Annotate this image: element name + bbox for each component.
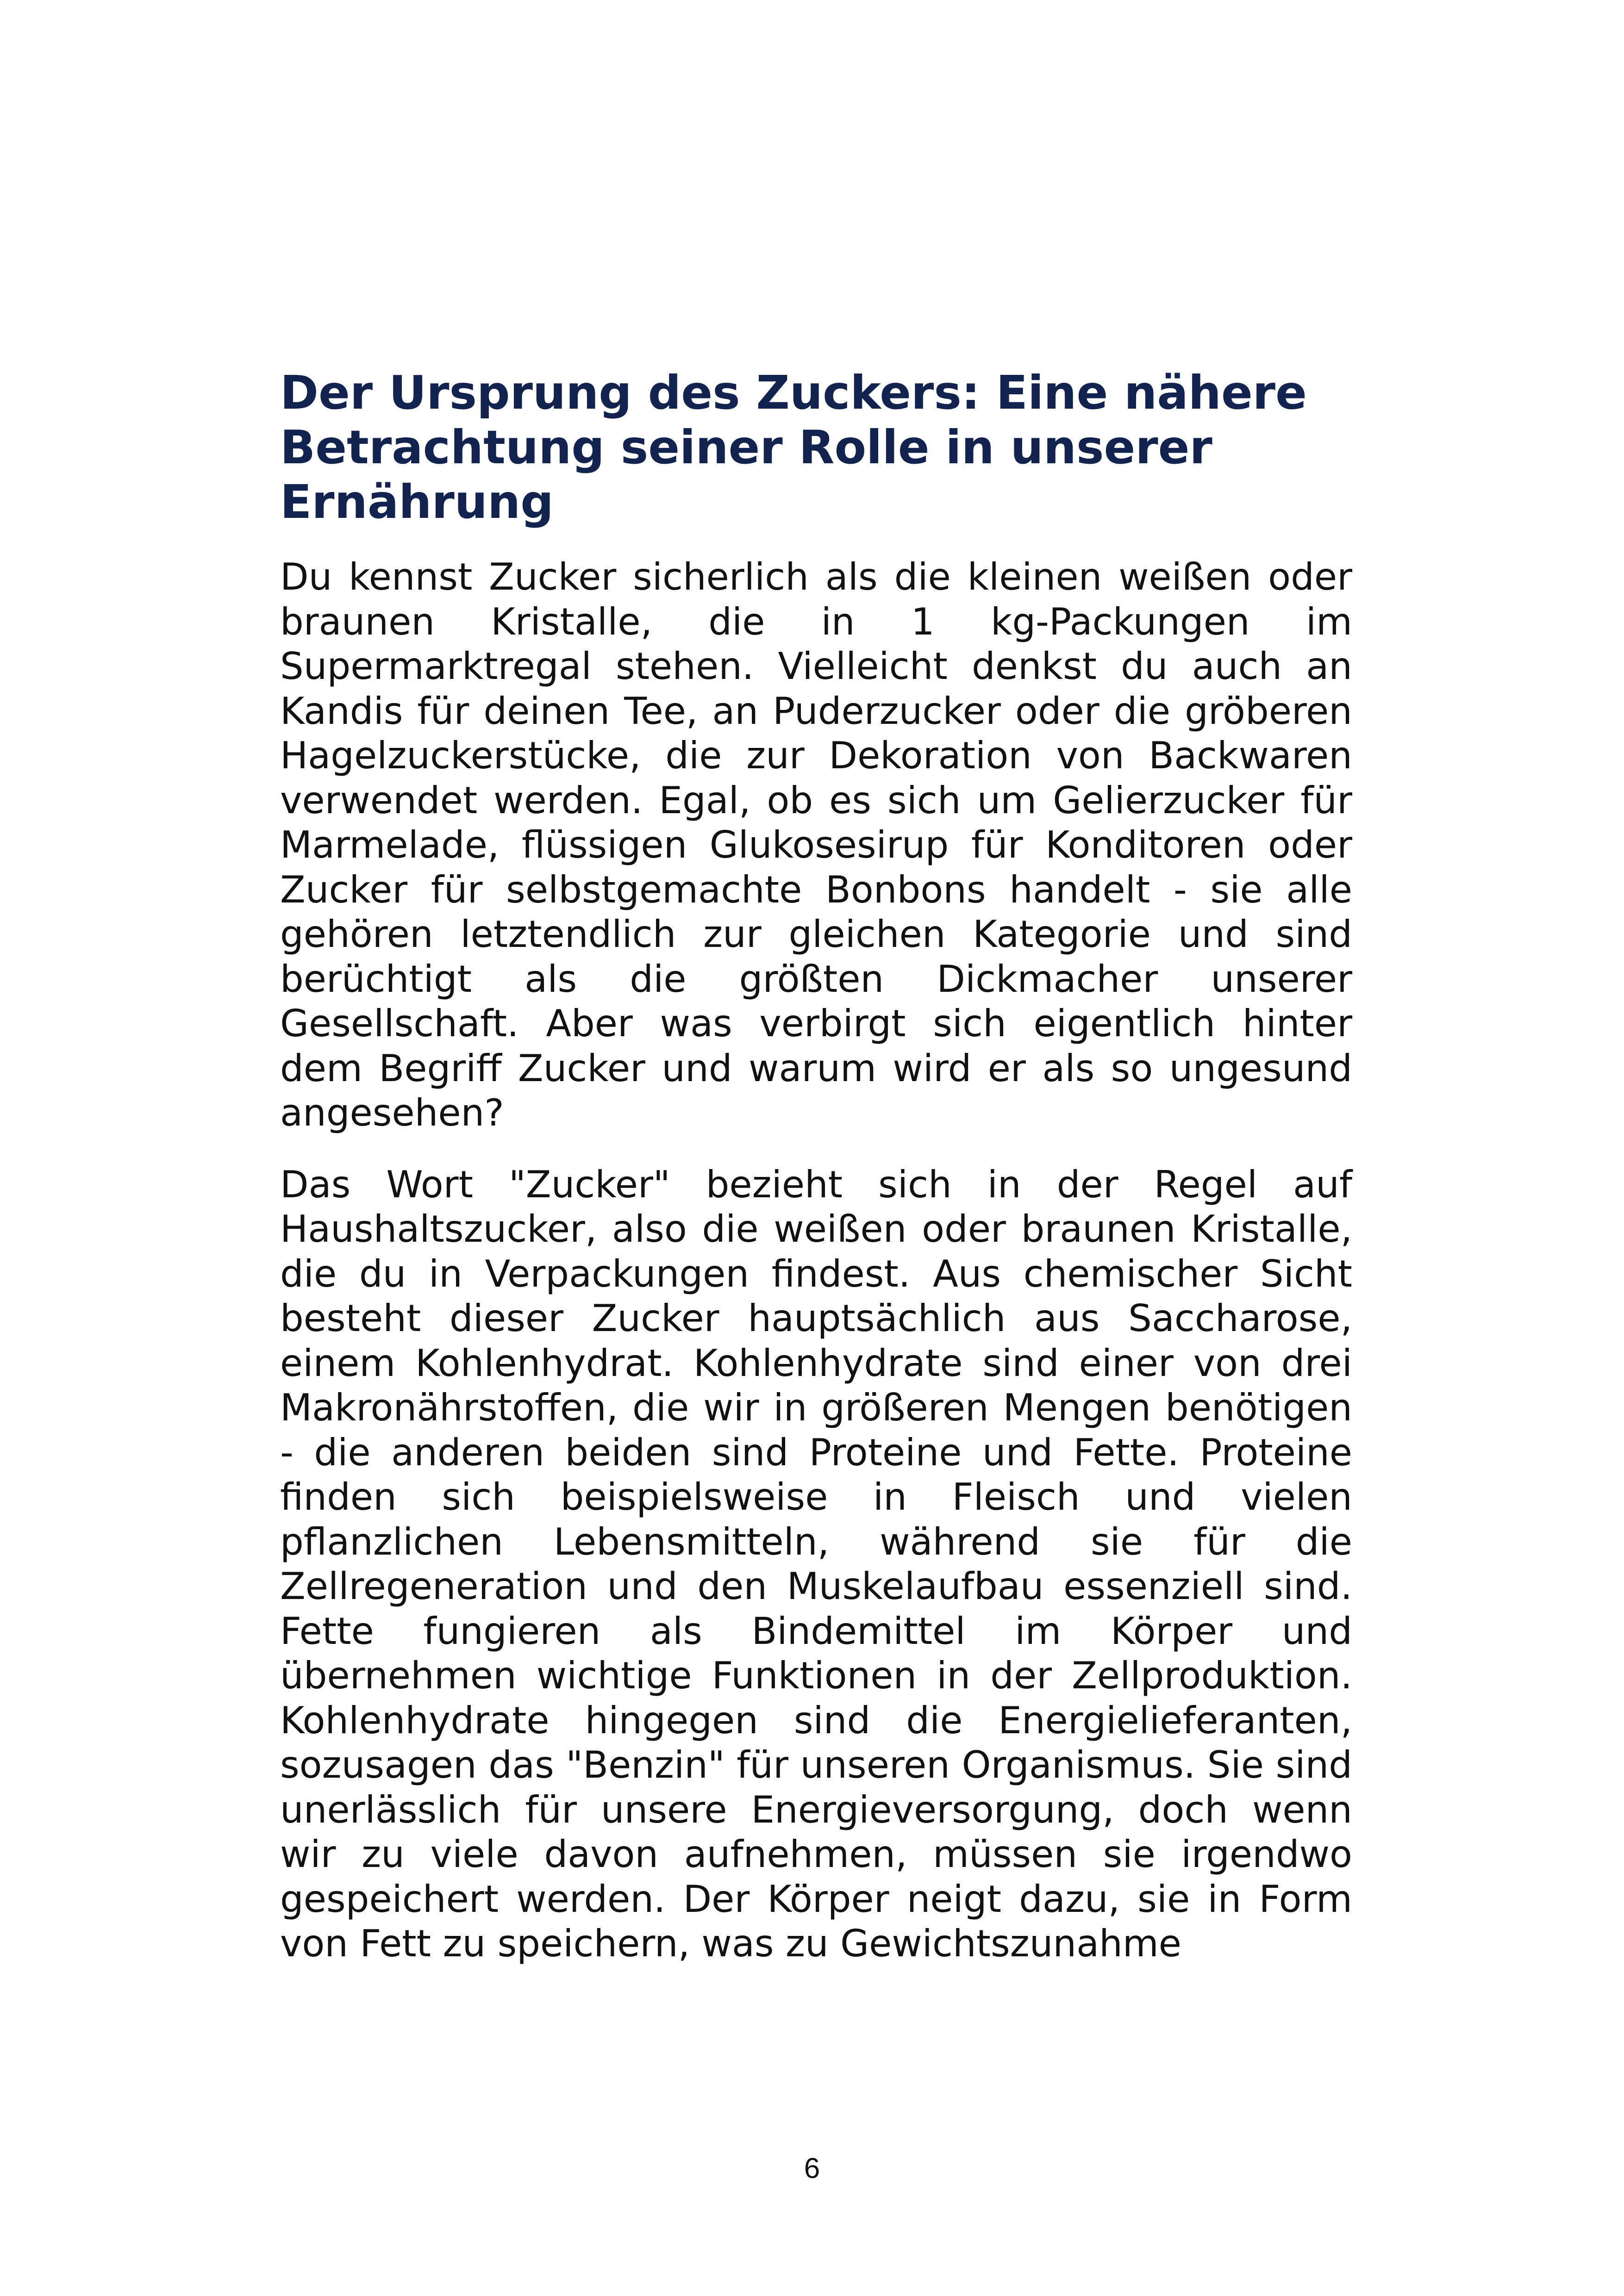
article-title: Der Ursprung des Zuckers: Eine nähere Betrachtung seiner Rolle in unserer Ernährung	[280, 366, 1307, 529]
article-body	[280, 366, 1352, 1993]
paragraph-definition: Das Wort "Zucker" bezieht sich in der Regel auf Haushaltszucker, also die weißen oder braunen Kristalle, die du in Verpackungen findest. Aus chemischer Sicht besteht dieser Zucker hauptsächlich aus Saccharose, einem Kohlenhydrat. Kohlenhydrate sind einer von drei Makronährstoffen, die wir in größeren Mengen benötigen - die anderen beiden sind Proteine und Fette. Proteine finden sich beispielsweise in Fleisch und vielen pflanzlichen Lebensmitteln, während sie für die Zellregeneration und den Muskelaufbau essenziell sind. Fette fungieren als Bindemittel im Körper und übernehmen wichtige Funktionen in der Zellproduktion. Kohlenhydrate hingegen sind die Energielieferanten, sozusagen das "Benzin" für unseren Organismus. Sie sind unerlässlich für unsere Energieversorgung, doch wenn wir zu viele davon aufnehmen, müssen sie irgendwo gespeichert werden. Der Körper neigt dazu, sie in Form von Fett zu speichern, was zu Gewichtszunahme	[280, 1163, 1352, 1965]
paragraph-intro: Du kennst Zucker sicherlich als die kleinen weißen oder braunen Kristalle, die in 1 kg-Packungen im Supermarktregal stehen. Vielleicht denkst du auch an Kandis für deinen Tee, an Puderzucker oder die gröberen Hagelzuckerstücke, die zur Dekoration von Backwaren verwendet werden. Egal, ob es sich um Gelierzucker für Marmelade, flüssigen Glukosesirup für Konditoren oder Zucker für selbstgemachte Bonbons handelt - sie alle gehören letztendlich zur gleichen Kategorie und sind berüchtigt als die größten Dickmacher unserer Gesellschaft. Aber was verbirgt sich eigentlich hinter dem Begriff Zucker und warum wird er als so ungesund angesehen?	[280, 555, 1352, 1134]
page-number: 6	[804, 2153, 820, 2184]
